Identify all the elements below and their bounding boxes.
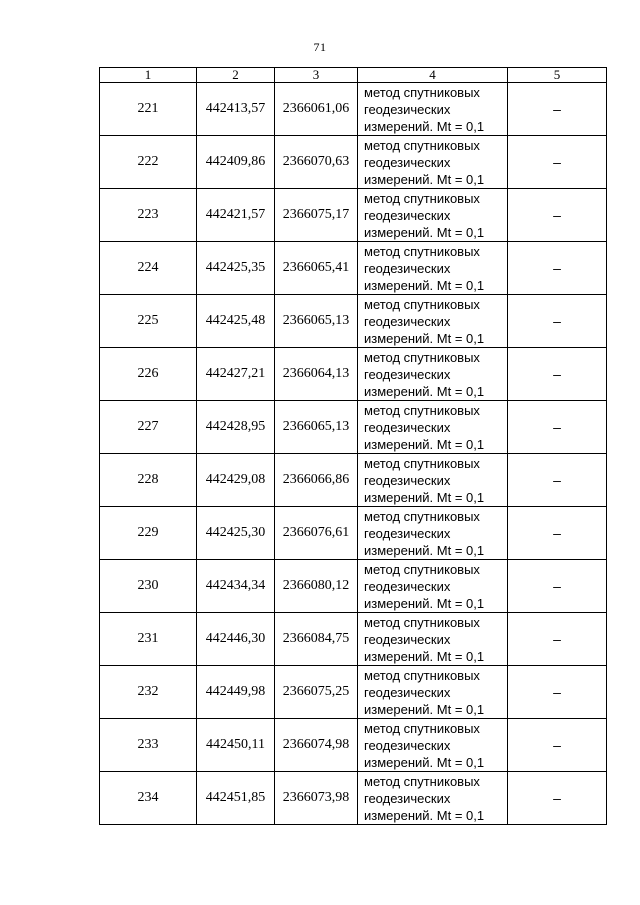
method-line: геодезических bbox=[364, 472, 451, 488]
method-line: метод спутниковых bbox=[364, 455, 480, 471]
point-number-cell: 225 bbox=[100, 295, 197, 348]
method-line: метод спутниковых bbox=[364, 561, 480, 577]
method-line: метод спутниковых bbox=[364, 296, 480, 312]
method-line: измерений. Mt = 0,1 bbox=[364, 701, 485, 717]
table-row bbox=[100, 719, 607, 772]
y-coordinate-cell: 2366065,41 bbox=[275, 242, 358, 295]
note-cell: – bbox=[508, 454, 607, 507]
point-number-cell: 221 bbox=[100, 83, 197, 136]
table-row bbox=[100, 295, 607, 348]
method-cell bbox=[358, 242, 508, 295]
x-coordinate-cell: 442409,86 bbox=[197, 136, 275, 189]
x-coordinate-cell: 442446,30 bbox=[197, 613, 275, 666]
page-number: 71 bbox=[313, 40, 327, 54]
method-line: метод спутниковых bbox=[364, 137, 480, 153]
y-coordinate-cell: 2366075,17 bbox=[275, 189, 358, 242]
method-line: измерений. Mt = 0,1 bbox=[364, 754, 485, 770]
point-number-cell: 232 bbox=[100, 666, 197, 719]
table-row bbox=[100, 772, 607, 825]
method-line: геодезических bbox=[364, 260, 451, 276]
x-coordinate-cell: 442421,57 bbox=[197, 189, 275, 242]
x-coordinate-cell: 442434,34 bbox=[197, 560, 275, 613]
table-body bbox=[100, 83, 607, 825]
table-row bbox=[100, 401, 607, 454]
y-coordinate-cell: 2366066,86 bbox=[275, 454, 358, 507]
method-cell bbox=[358, 560, 508, 613]
point-number-cell: 226 bbox=[100, 348, 197, 401]
note-cell: – bbox=[508, 666, 607, 719]
note-cell: – bbox=[508, 83, 607, 136]
y-coordinate-cell: 2366084,75 bbox=[275, 613, 358, 666]
y-coordinate-cell: 2366061,06 bbox=[275, 83, 358, 136]
x-coordinate-cell: 442425,30 bbox=[197, 507, 275, 560]
x-coordinate-cell: 442425,35 bbox=[197, 242, 275, 295]
y-coordinate-cell: 2366065,13 bbox=[275, 401, 358, 454]
method-line: метод спутниковых bbox=[364, 667, 480, 683]
note-cell: – bbox=[508, 348, 607, 401]
column-header: 3 bbox=[275, 68, 358, 83]
note-cell: – bbox=[508, 507, 607, 560]
table-row bbox=[100, 83, 607, 136]
x-coordinate-cell: 442451,85 bbox=[197, 772, 275, 825]
method-cell bbox=[358, 83, 508, 136]
column-header: 5 bbox=[508, 68, 607, 83]
method-line: метод спутниковых bbox=[364, 773, 480, 789]
note-cell: – bbox=[508, 189, 607, 242]
y-coordinate-cell: 2366075,25 bbox=[275, 666, 358, 719]
point-number-cell: 222 bbox=[100, 136, 197, 189]
point-number-cell: 223 bbox=[100, 189, 197, 242]
table-row bbox=[100, 348, 607, 401]
method-line: измерений. Mt = 0,1 bbox=[364, 595, 485, 611]
method-line: метод спутниковых bbox=[364, 720, 480, 736]
method-cell bbox=[358, 454, 508, 507]
table-header-row bbox=[100, 68, 607, 83]
point-number-cell: 233 bbox=[100, 719, 197, 772]
table-row bbox=[100, 507, 607, 560]
x-coordinate-cell: 442427,21 bbox=[197, 348, 275, 401]
method-line: геодезических bbox=[364, 366, 451, 382]
method-line: измерений. Mt = 0,1 bbox=[364, 330, 485, 346]
note-cell: – bbox=[508, 401, 607, 454]
point-number-cell: 229 bbox=[100, 507, 197, 560]
x-coordinate-cell: 442450,11 bbox=[197, 719, 275, 772]
method-line: геодезических bbox=[364, 419, 451, 435]
note-cell: – bbox=[508, 772, 607, 825]
method-line: геодезических bbox=[364, 684, 451, 700]
note-cell: – bbox=[508, 242, 607, 295]
method-line: измерений. Mt = 0,1 bbox=[364, 171, 485, 187]
point-number-cell: 234 bbox=[100, 772, 197, 825]
y-coordinate-cell: 2366073,98 bbox=[275, 772, 358, 825]
method-line: измерений. Mt = 0,1 bbox=[364, 118, 485, 134]
note-cell: – bbox=[508, 613, 607, 666]
method-line: геодезических bbox=[364, 631, 451, 647]
column-header: 1 bbox=[100, 68, 197, 83]
table-row bbox=[100, 136, 607, 189]
y-coordinate-cell: 2366080,12 bbox=[275, 560, 358, 613]
method-cell bbox=[358, 719, 508, 772]
method-line: геодезических bbox=[364, 737, 451, 753]
table-row bbox=[100, 666, 607, 719]
method-cell bbox=[358, 295, 508, 348]
note-cell: – bbox=[508, 136, 607, 189]
method-line: геодезических bbox=[364, 313, 451, 329]
coordinates-table bbox=[99, 67, 607, 825]
method-line: метод спутниковых bbox=[364, 614, 480, 630]
method-line: геодезических bbox=[364, 154, 451, 170]
method-cell bbox=[358, 348, 508, 401]
table-row bbox=[100, 560, 607, 613]
note-cell: – bbox=[508, 719, 607, 772]
column-header: 4 bbox=[358, 68, 508, 83]
method-cell bbox=[358, 507, 508, 560]
y-coordinate-cell: 2366074,98 bbox=[275, 719, 358, 772]
method-cell bbox=[358, 136, 508, 189]
method-line: метод спутниковых bbox=[364, 190, 480, 206]
method-cell bbox=[358, 613, 508, 666]
point-number-cell: 224 bbox=[100, 242, 197, 295]
method-line: метод спутниковых bbox=[364, 402, 480, 418]
method-line: измерений. Mt = 0,1 bbox=[364, 489, 485, 505]
method-line: метод спутниковых bbox=[364, 84, 480, 100]
y-coordinate-cell: 2366065,13 bbox=[275, 295, 358, 348]
method-line: геодезических bbox=[364, 578, 451, 594]
method-line: измерений. Mt = 0,1 bbox=[364, 436, 485, 452]
table-row bbox=[100, 242, 607, 295]
x-coordinate-cell: 442413,57 bbox=[197, 83, 275, 136]
method-cell bbox=[358, 401, 508, 454]
x-coordinate-cell: 442428,95 bbox=[197, 401, 275, 454]
table-row bbox=[100, 613, 607, 666]
method-line: геодезических bbox=[364, 790, 451, 806]
y-coordinate-cell: 2366076,61 bbox=[275, 507, 358, 560]
method-line: метод спутниковых bbox=[364, 508, 480, 524]
method-line: измерений. Mt = 0,1 bbox=[364, 383, 485, 399]
method-cell bbox=[358, 189, 508, 242]
method-line: измерений. Mt = 0,1 bbox=[364, 542, 485, 558]
column-header: 2 bbox=[197, 68, 275, 83]
note-cell: – bbox=[508, 295, 607, 348]
method-cell bbox=[358, 772, 508, 825]
table-row bbox=[100, 189, 607, 242]
method-line: метод спутниковых bbox=[364, 243, 480, 259]
method-line: геодезических bbox=[364, 207, 451, 223]
method-line: измерений. Mt = 0,1 bbox=[364, 807, 485, 823]
method-line: измерений. Mt = 0,1 bbox=[364, 648, 485, 664]
note-cell: – bbox=[508, 560, 607, 613]
point-number-cell: 228 bbox=[100, 454, 197, 507]
x-coordinate-cell: 442425,48 bbox=[197, 295, 275, 348]
point-number-cell: 227 bbox=[100, 401, 197, 454]
method-line: измерений. Mt = 0,1 bbox=[364, 277, 485, 293]
method-line: геодезических bbox=[364, 525, 451, 541]
point-number-cell: 230 bbox=[100, 560, 197, 613]
y-coordinate-cell: 2366070,63 bbox=[275, 136, 358, 189]
method-line: геодезических bbox=[364, 101, 451, 117]
y-coordinate-cell: 2366064,13 bbox=[275, 348, 358, 401]
point-number-cell: 231 bbox=[100, 613, 197, 666]
x-coordinate-cell: 442449,98 bbox=[197, 666, 275, 719]
method-line: метод спутниковых bbox=[364, 349, 480, 365]
table-row bbox=[100, 454, 607, 507]
x-coordinate-cell: 442429,08 bbox=[197, 454, 275, 507]
method-cell bbox=[358, 666, 508, 719]
method-line: измерений. Mt = 0,1 bbox=[364, 224, 485, 240]
